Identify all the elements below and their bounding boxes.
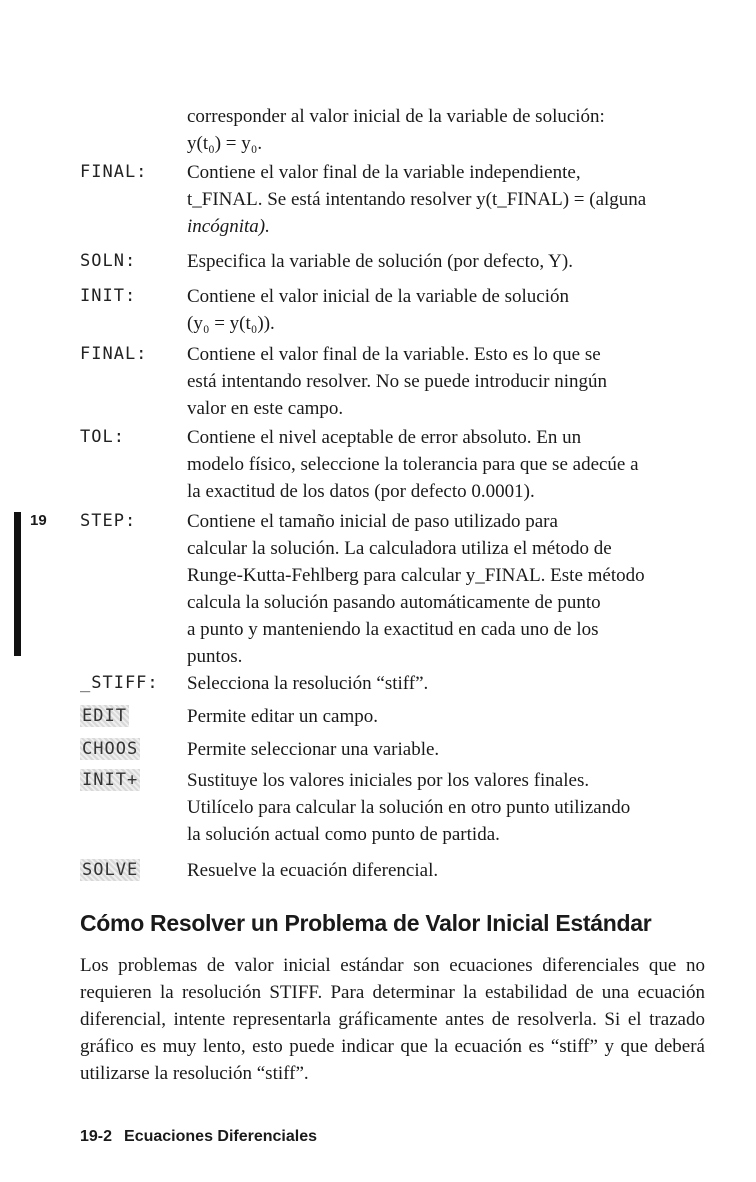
softkey-init-plus: INIT+	[82, 770, 139, 790]
description-line: Resuelve la ecuación diferencial.	[187, 860, 439, 881]
description-line: la exactitud de los datos (por defecto 0.0001).	[187, 481, 535, 502]
field-description	[187, 341, 707, 422]
description-line: Runge-Kutta-Fehlberg para calcular y_FINAL. Este método	[187, 565, 645, 586]
description-line: la solución actual como punto de partida.	[187, 824, 500, 845]
softkey-edit: EDIT	[82, 706, 127, 726]
description-line: puntos.	[187, 646, 243, 667]
field-label-final: FINAL:	[80, 162, 148, 182]
description-line: Contiene el nivel aceptable de error absoluto. En un	[187, 427, 582, 448]
description-line: Contiene el valor final de la variable independiente,	[187, 162, 581, 183]
intro-line: y(t₀) = y₀.	[187, 133, 263, 154]
description-line: Especifica la variable de solución (por defecto, Y).	[187, 251, 573, 272]
description-line: Contiene el valor inicial de la variable de solución	[187, 286, 569, 307]
field-description	[187, 767, 707, 848]
field-label-final: FINAL:	[80, 344, 148, 364]
softkey-choos: CHOOS	[82, 739, 139, 759]
description-line: incógnita).	[187, 216, 270, 237]
page-number: 19-2	[80, 1128, 113, 1145]
description-line: t_FINAL. Se está intentando resolver y(t_FINAL) = (alguna	[187, 189, 647, 210]
intro-line: corresponder al valor inicial de la variable de solución:	[187, 106, 605, 127]
field-description	[187, 508, 707, 670]
chapter-tab-number: 19	[30, 512, 47, 529]
field-description	[187, 248, 707, 275]
description-line: (y₀ = y(t₀)).	[187, 313, 275, 334]
description-line: Contiene el tamaño inicial de paso utilizado para	[187, 511, 558, 532]
intro-text	[187, 103, 717, 157]
chapter-name: Ecuaciones Diferenciales	[124, 1128, 318, 1145]
description-line: está intentando resolver. No se puede introducir ningún	[187, 371, 608, 392]
section-heading: Cómo Resolver un Problema de Valor Inicial Estándar	[80, 910, 652, 936]
description-line: calcular la solución. La calculadora utiliza el método de	[187, 538, 612, 559]
description-line: Sustituye los valores iniciales por los valores finales.	[187, 770, 590, 791]
description-line: Permite editar un campo.	[187, 706, 378, 727]
page-footer	[80, 1128, 317, 1146]
field-label-soln: SOLN:	[80, 251, 137, 271]
field-description	[187, 424, 707, 505]
description-line: a punto y manteniendo la exactitud en cada uno de los	[187, 619, 599, 640]
field-label-step: STEP:	[80, 511, 137, 531]
section-paragraph: Los problemas de valor inicial estándar son ecuaciones diferenciales que no requieren la resolución STIFF. Para determinar la estabilidad de una ecuación diferencial, intente representarla gráficamente antes de resolverla. Si el trazado gráfico es muy lento, esto puede indicar que la ecuación es “stiff” y que deberá utilizarse la resolución “stiff”.	[80, 955, 705, 1084]
field-description	[187, 159, 707, 240]
description-line: valor en este campo.	[187, 398, 344, 419]
field-label-stiff: _STIFF:	[80, 673, 159, 693]
field-description	[187, 736, 707, 763]
description-line: Permite seleccionar una variable.	[187, 739, 440, 760]
field-description	[187, 670, 707, 697]
softkey-solve: SOLVE	[82, 860, 139, 880]
field-description	[187, 283, 707, 337]
description-line: Selecciona la resolución “stiff”.	[187, 673, 429, 694]
description-line: modelo físico, seleccione la tolerancia para que se adecúe a	[187, 454, 639, 475]
field-label-tol: TOL:	[80, 427, 125, 447]
description-line: Contiene el valor final de la variable. Esto es lo que se	[187, 344, 601, 365]
chapter-tab-bar	[14, 512, 21, 656]
field-description	[187, 857, 707, 884]
field-label-init: INIT:	[80, 286, 137, 306]
description-line: Utilícelo para calcular la solución en otro punto utilizando	[187, 797, 631, 818]
field-description	[187, 703, 707, 730]
description-line: calcula la solución pasando automáticamente de punto	[187, 592, 601, 613]
